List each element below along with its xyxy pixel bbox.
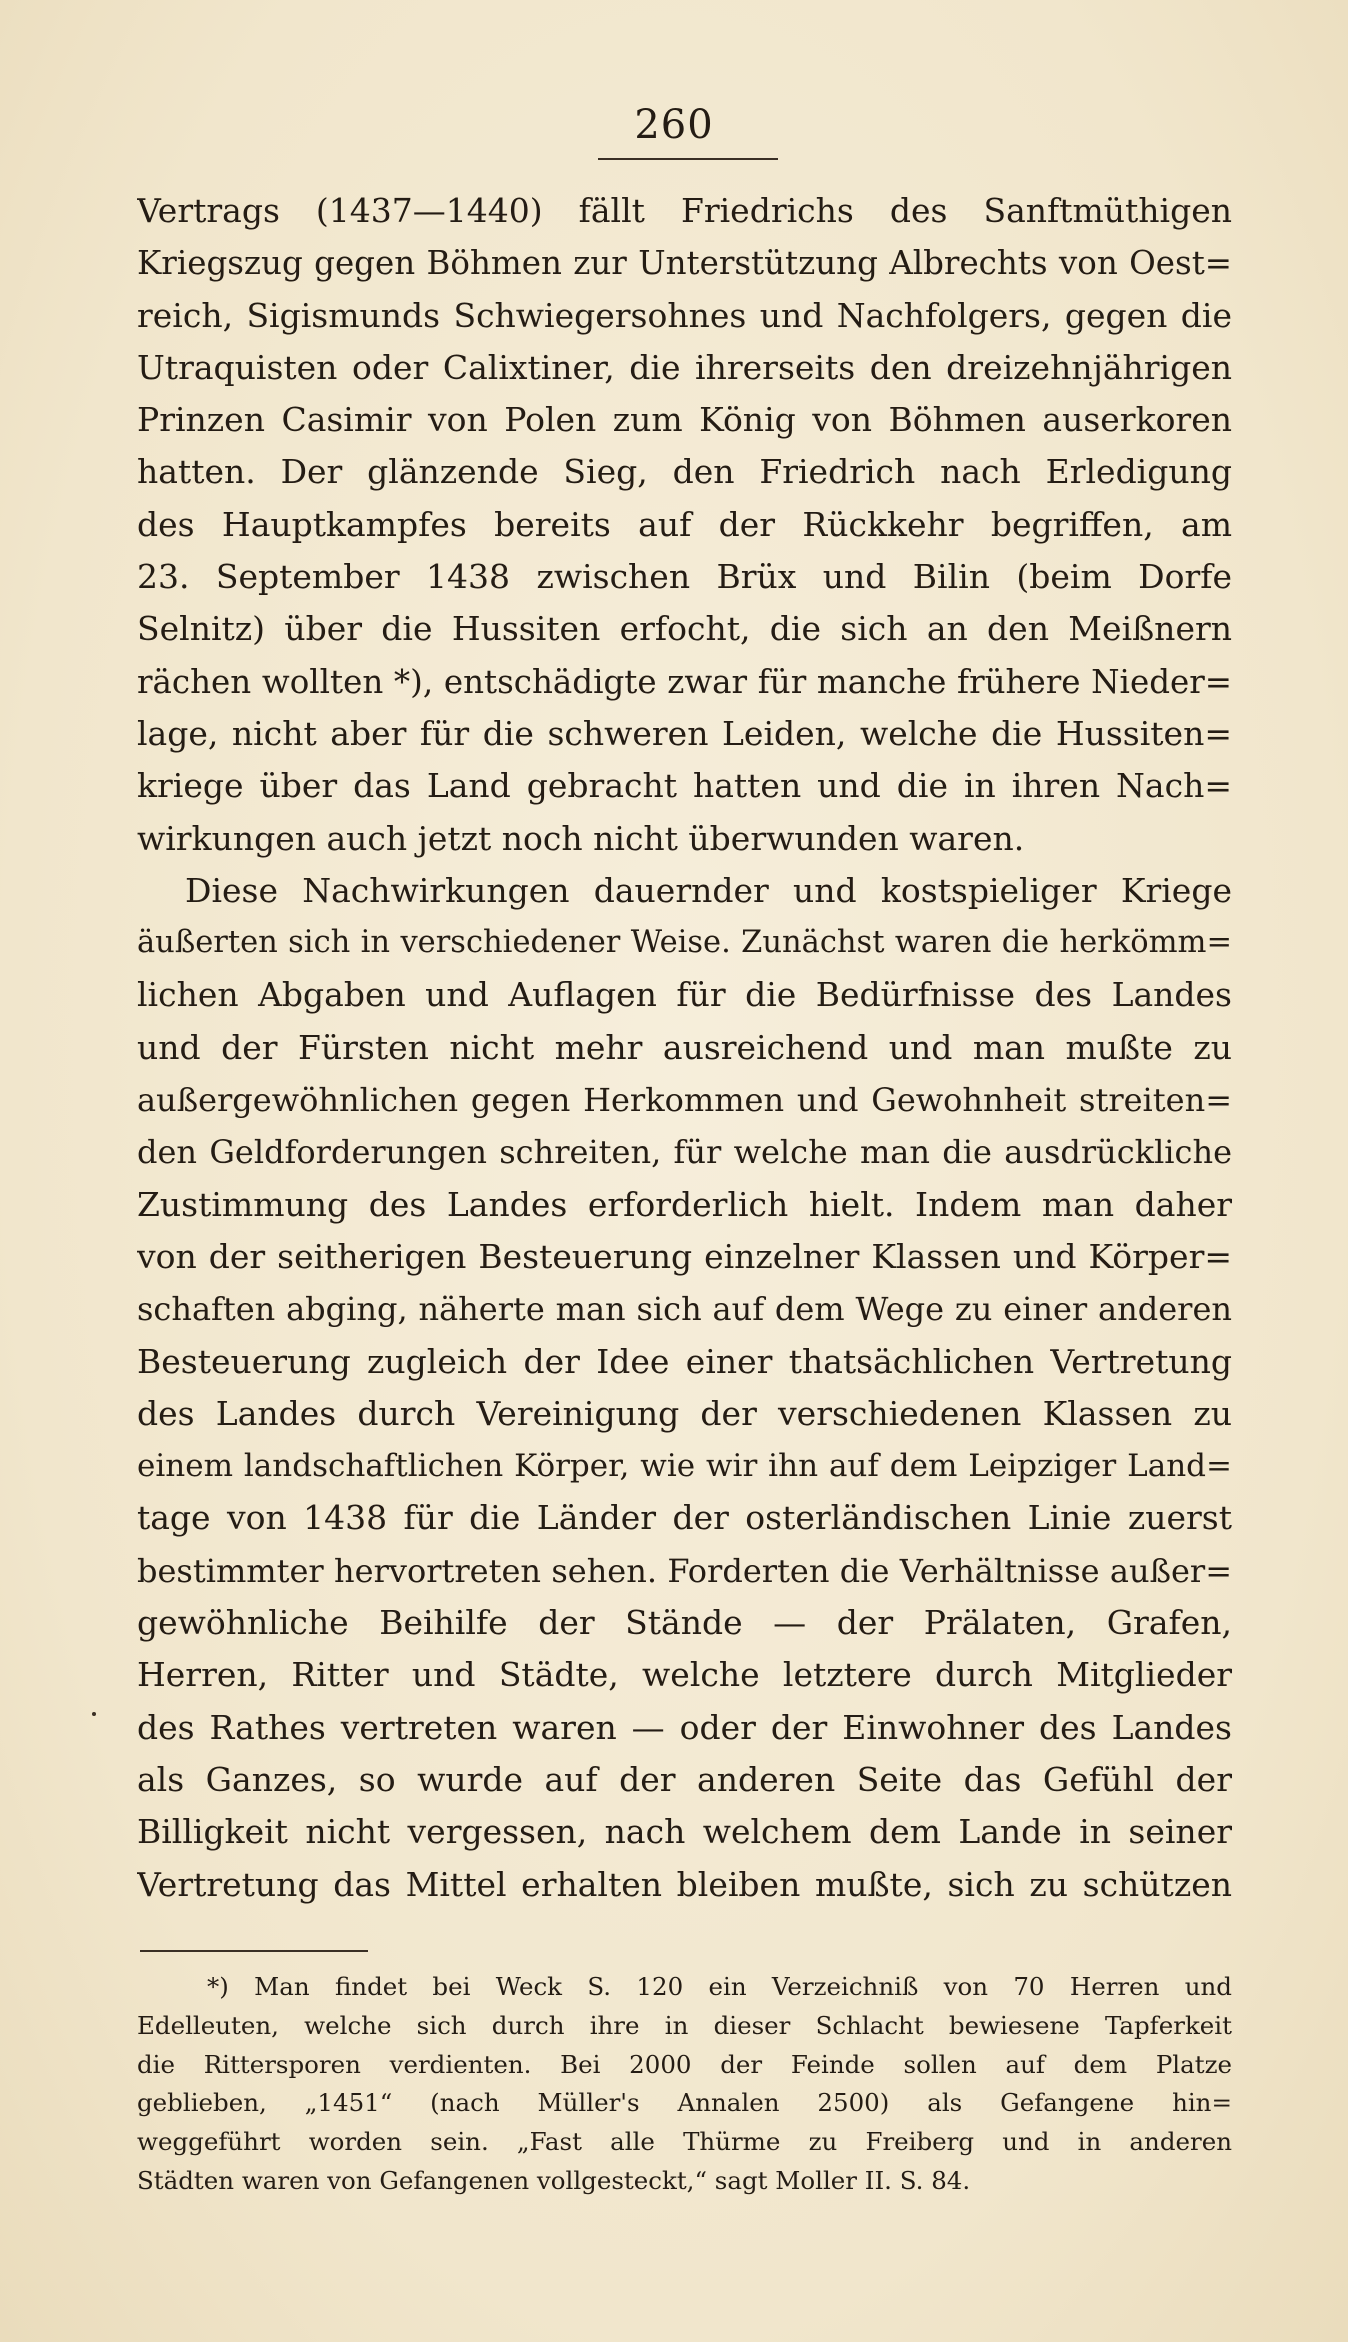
footnote-line: die Rittersporen verdienten. Bei 2000 der Feinde sollen auf dem Platze (137, 2049, 1232, 2079)
footnote-line: weggeführt worden sein. „Fast alle Thürme zu Freiberg und in anderen (137, 2127, 1232, 2157)
text-line: Billigkeit nicht vergessen, nach welchem dem Lande in seiner (137, 1812, 1232, 1852)
text-line: Utraquisten oder Calixtiner, die ihrerseits den dreizehnjährigen (137, 347, 1232, 387)
text-line: des Rathes vertreten waren — oder der Einwohner des Landes (137, 1707, 1232, 1747)
text-line: reich, Sigismunds Schwiegersohnes und Nachfolgers, gegen die (137, 295, 1232, 335)
text-line: hatten. Der glänzende Sieg, den Friedrich nach Erledigung (137, 452, 1232, 492)
text-line: des Hauptkampfes bereits auf der Rückkehr begriffen, am (137, 504, 1232, 544)
text-line: äußerten sich in verschiedener Weise. Zunächst waren die herkömm= (137, 925, 1232, 961)
text-line: von der seitherigen Besteuerung einzelner Klassen und Körper= (137, 1236, 1232, 1276)
text-line: lage, nicht aber für die schweren Leiden, welche die Hussiten= (137, 713, 1232, 753)
text-line: lichen Abgaben und Auflagen für die Bedürfnisse des Landes (137, 975, 1232, 1015)
text-line: des Landes durch Vereinigung der verschiedenen Klassen zu (137, 1393, 1232, 1433)
text-line: Diese Nachwirkungen dauernder und kostspieliger Kriege (185, 870, 1232, 910)
text-line: Vertretung das Mittel erhalten bleiben mußte, sich zu schützen (137, 1864, 1232, 1904)
text-line: Vertrags (1437—1440) fällt Friedrichs des Sanftmüthigen (137, 191, 1232, 230)
text-line: Kriegszug gegen Böhmen zur Unterstützung Albrechts von Oest= (137, 244, 1232, 283)
footnote-line: geblieben, „1451“ (nach Müller's Annalen 2500) als Gefangene hin= (137, 2088, 1232, 2118)
footnote-line: Städten waren von Gefangenen vollgesteckt,“ sagt Moller II. S. 84. (137, 2165, 971, 2195)
text-line: einem landschaftlichen Körper, wie wir ihn auf dem Leipziger Land= (137, 1448, 1232, 1485)
page-number: 260 (634, 102, 714, 148)
stray-ink-mark (92, 1712, 96, 1716)
footnote-line: Edelleuten, welche sich durch ihre in dieser Schlacht bewiesene Tapferkeit (137, 2010, 1232, 2040)
text-line: Prinzen Casimir von Polen zum König von Böhmen auserkoren (137, 400, 1232, 440)
header-rule (598, 158, 778, 160)
text-line: und der Fürsten nicht mehr ausreichend und man mußte zu (137, 1027, 1232, 1067)
footnote-rule (140, 1950, 368, 1952)
text-line: außergewöhnlichen gegen Herkommen und Gewohnheit streiten= (137, 1081, 1232, 1120)
text-line: Zustimmung des Landes erforderlich hielt. Indem man daher (137, 1184, 1232, 1224)
footnote-line: *) Man findet bei Weck S. 120 ein Verzeichniß von 70 Herren und (207, 1972, 1232, 2001)
text-line: als Ganzes, so wurde auf der anderen Seite das Gefühl der (137, 1759, 1232, 1799)
text-line: gewöhnliche Beihilfe der Stände — der Prälaten, Grafen, (137, 1603, 1232, 1643)
text-line: bestimmter hervortreten sehen. Forderten die Verhältnisse außer= (137, 1551, 1232, 1590)
footnotes (137, 1968, 1232, 2201)
text-line: 23. September 1438 zwischen Brüx und Bilin (beim Dorfe (137, 557, 1232, 597)
text-line: tage von 1438 für die Länder der osterländischen Linie zuerst (137, 1498, 1232, 1538)
text-line: wirkungen auch jetzt noch nicht überwunden waren. (137, 818, 1025, 858)
text-line: rächen wollten *), entschädigte zwar für manche frühere Nieder= (137, 662, 1232, 701)
text-line: Besteuerung zugleich der Idee einer thatsächlichen Vertretung (137, 1341, 1232, 1381)
text-line: Herren, Ritter und Städte, welche letztere durch Mitglieder (137, 1655, 1232, 1695)
text-line: schaften abging, näherte man sich auf dem Wege zu einer anderen (137, 1290, 1232, 1329)
body-text (137, 185, 1232, 1911)
text-line: Selnitz) über die Hussiten erfocht, die sich an den Meißnern (137, 609, 1232, 649)
text-line: den Geldforderungen schreiten, für welche man die ausdrückliche (137, 1133, 1232, 1172)
text-line: kriege über das Land gebracht hatten und die in ihren Nach= (137, 766, 1232, 806)
